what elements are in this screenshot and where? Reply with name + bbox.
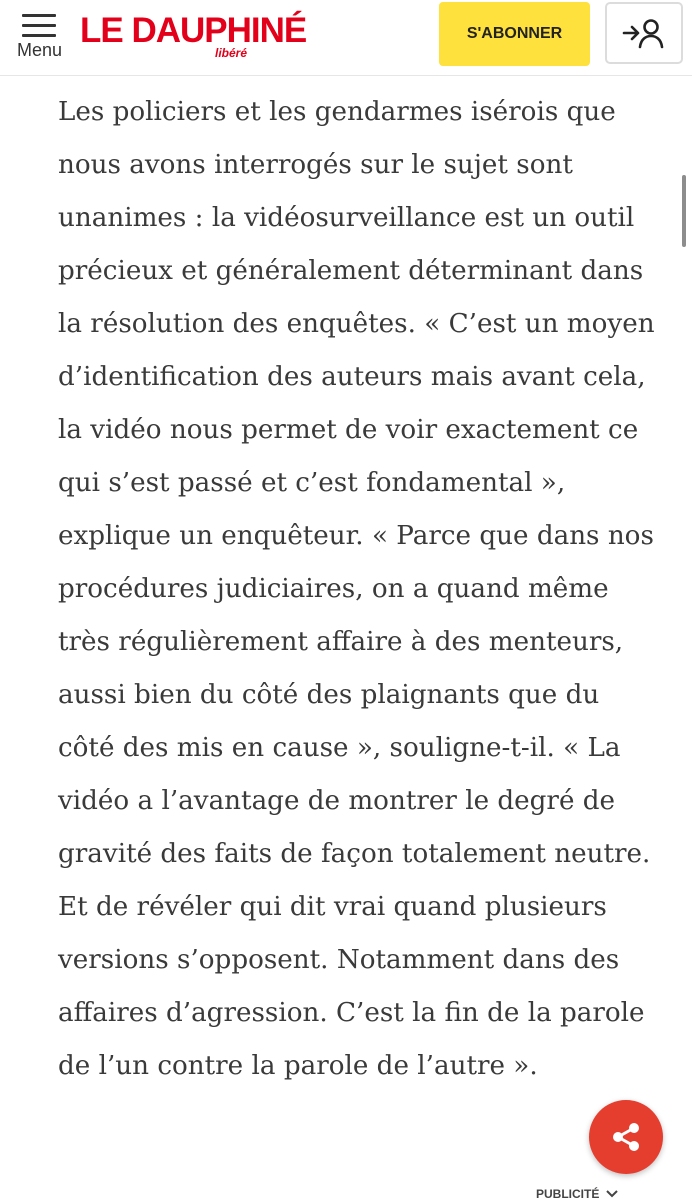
menu-label: Menu xyxy=(17,40,63,60)
logo-wordmark: LE DAUPHINÉ xyxy=(80,11,307,50)
logo-subtitle: libéré xyxy=(215,46,248,60)
ad-label-text: PUBLICITÉ xyxy=(536,1187,600,1201)
menu-button[interactable] xyxy=(14,10,70,64)
site-header xyxy=(0,0,692,76)
login-user-icon xyxy=(621,16,667,50)
subscribe-button[interactable]: S'ABONNER xyxy=(439,2,590,66)
scrollbar-thumb[interactable] xyxy=(682,175,686,247)
share-button[interactable] xyxy=(589,1100,663,1174)
chevron-down-icon xyxy=(605,1189,619,1199)
login-button[interactable] xyxy=(605,2,683,64)
site-logo[interactable] xyxy=(80,12,330,60)
article-paragraph: Les policiers et les gendarmes isérois que nous avons interrogés sur le sujet sont unanimes : la vidéosurveillance est un outil précieux et généralement déterminant dans la résolution des enquêtes. « C’est un moyen d’identification des auteurs mais avant cela, la vidéo nous permet de voir exactement ce qui s’est passé et c’est fondamental », explique un enquêteur. « Parce que dans nos procédures judiciaires, on a quand même très régulièrement affaire à des menteurs, aussi bien du côté des plaignants que du côté des mis en cause », souligne-t-il. « La vidéo a l’avantage de montrer le degré de gravité des faits de façon totalement neutre. Et de révéler qui dit vrai quand plusieurs versions s’opposent. Notamment dans des affaires d’agression. C’est la fin de la parole de l’un contre la parole de l’autre ». xyxy=(58,97,655,1081)
share-icon xyxy=(608,1119,644,1155)
article-body xyxy=(58,86,658,1093)
ad-label[interactable] xyxy=(536,1187,619,1201)
hamburger-icon xyxy=(22,14,56,36)
